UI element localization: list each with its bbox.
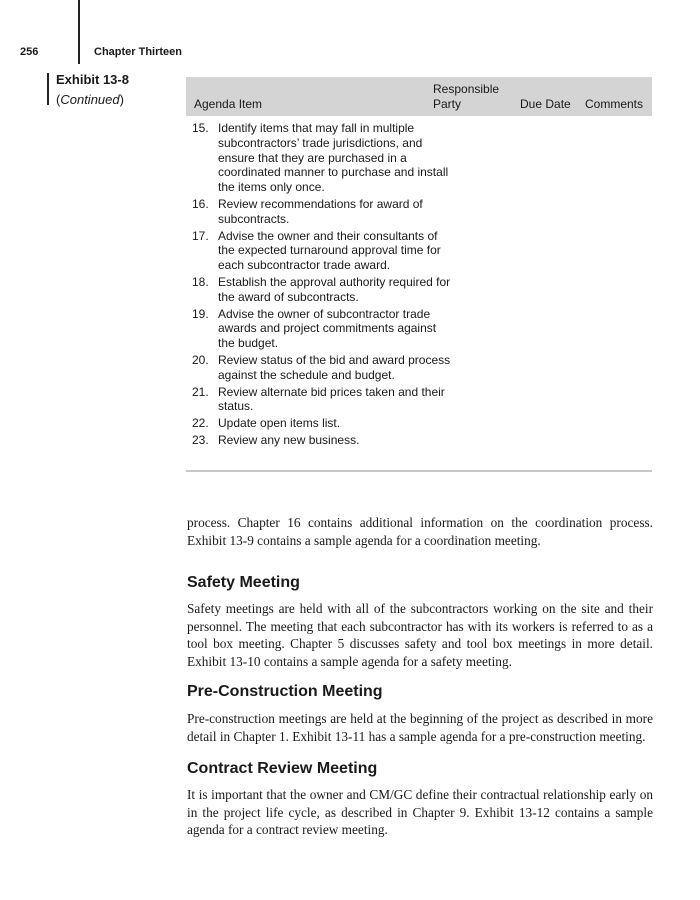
- agenda-item-text: Advise the owner of subcontractor trade awards and project commitments against the budget.: [218, 306, 437, 351]
- agenda-item-number: 16.: [192, 196, 209, 211]
- agenda-item-number: 17.: [192, 228, 209, 243]
- agenda-item: [192, 353, 452, 383]
- section-text-pre-construction-meeting: Pre-construction meetings are held at the beginning of the project as described in more detail in Chapter 1. Exhibit 13-11 has a sample agenda for a pre-construction meeting.: [187, 711, 653, 744]
- agenda-item-text: Advise the owner and their consultants of the expected turnaround approval time for each subcontractor trade award.: [218, 228, 441, 273]
- section-text-contract-review-meeting: It is important that the owner and CM/GC define their contractual relationship early on in the project life cycle, as described in Chapter 9. Exhibit 13-12 contains a sample agenda for a contract review meeting.: [187, 787, 653, 837]
- agenda-item-number: 21.: [192, 384, 209, 399]
- column-header-comments: Comments: [585, 97, 644, 111]
- agenda-item: [192, 307, 452, 351]
- intro-paragraph: process. Chapter 16 contains additional information on the coordination process. Exhibit 13-9 contains a sample agenda for a coordination meeting.: [187, 515, 653, 548]
- agenda-item: [192, 416, 452, 431]
- agenda-item-text: Update open items list.: [218, 416, 341, 431]
- exhibit-subtitle: (Continued): [56, 92, 124, 107]
- agenda-item: [192, 385, 452, 415]
- agenda-item-text: Review status of the bid and award process against the schedule and budget.: [218, 352, 451, 382]
- agenda-item: [192, 433, 452, 448]
- agenda-item-text: Review recommendations for award of subcontracts.: [218, 196, 423, 226]
- agenda-items-list: [192, 121, 452, 450]
- agenda-item-number: 19.: [192, 306, 209, 321]
- agenda-item-text: Review any new business.: [218, 432, 360, 447]
- section-heading-contract-review-meeting: Contract Review Meeting: [187, 760, 378, 777]
- column-header-responsible-party: [433, 82, 499, 112]
- table-bottom-rule: [186, 470, 652, 472]
- page-number: 256: [20, 46, 39, 58]
- agenda-item: [192, 229, 452, 273]
- agenda-item-number: 22.: [192, 416, 209, 431]
- header-vertical-rule: [78, 0, 80, 64]
- column-header-due-date: Due Date: [520, 97, 571, 111]
- agenda-item: [192, 197, 452, 227]
- chapter-title: Chapter Thirteen: [94, 46, 183, 58]
- agenda-item-text: Establish the approval authority required for the award of subcontracts.: [218, 274, 451, 304]
- agenda-item-number: 23.: [192, 432, 209, 447]
- agenda-item-number: 20.: [192, 352, 209, 367]
- table-header: [186, 77, 652, 116]
- agenda-item-text: Identify items that may fall in multiple subcontractors’ trade jurisdictions, and ensure that they are purchased in a coordinated manner to purchase and install the items only once.: [218, 121, 449, 195]
- section-heading-pre-construction-meeting: Pre-Construction Meeting: [187, 683, 383, 700]
- column-header-responsible-line1: Responsible: [433, 82, 500, 96]
- agenda-item-number: 18.: [192, 274, 209, 289]
- section-heading-safety-meeting: Safety Meeting: [187, 574, 300, 591]
- section-text-safety-meeting: Safety meetings are held with all of the subcontractors working on the site and their personnel. The meeting that each subcontractor has with its workers is referred to as a tool box meeting. Chapter 5 discusses safety and tool box meetings in more detail. Exhibit 13-10 contains a sample agenda for a safety meeting.: [187, 601, 653, 669]
- column-header-responsible-line2: Party: [433, 97, 462, 111]
- agenda-item: [192, 275, 452, 305]
- agenda-item-number: 15.: [192, 121, 209, 135]
- exhibit-title: Exhibit 13-8: [56, 72, 129, 87]
- agenda-item: [192, 121, 452, 195]
- exhibit-rule: [47, 73, 49, 105]
- agenda-item-text: Review alternate bid prices taken and their status.: [218, 384, 445, 414]
- column-header-agenda-item: Agenda Item: [194, 97, 263, 111]
